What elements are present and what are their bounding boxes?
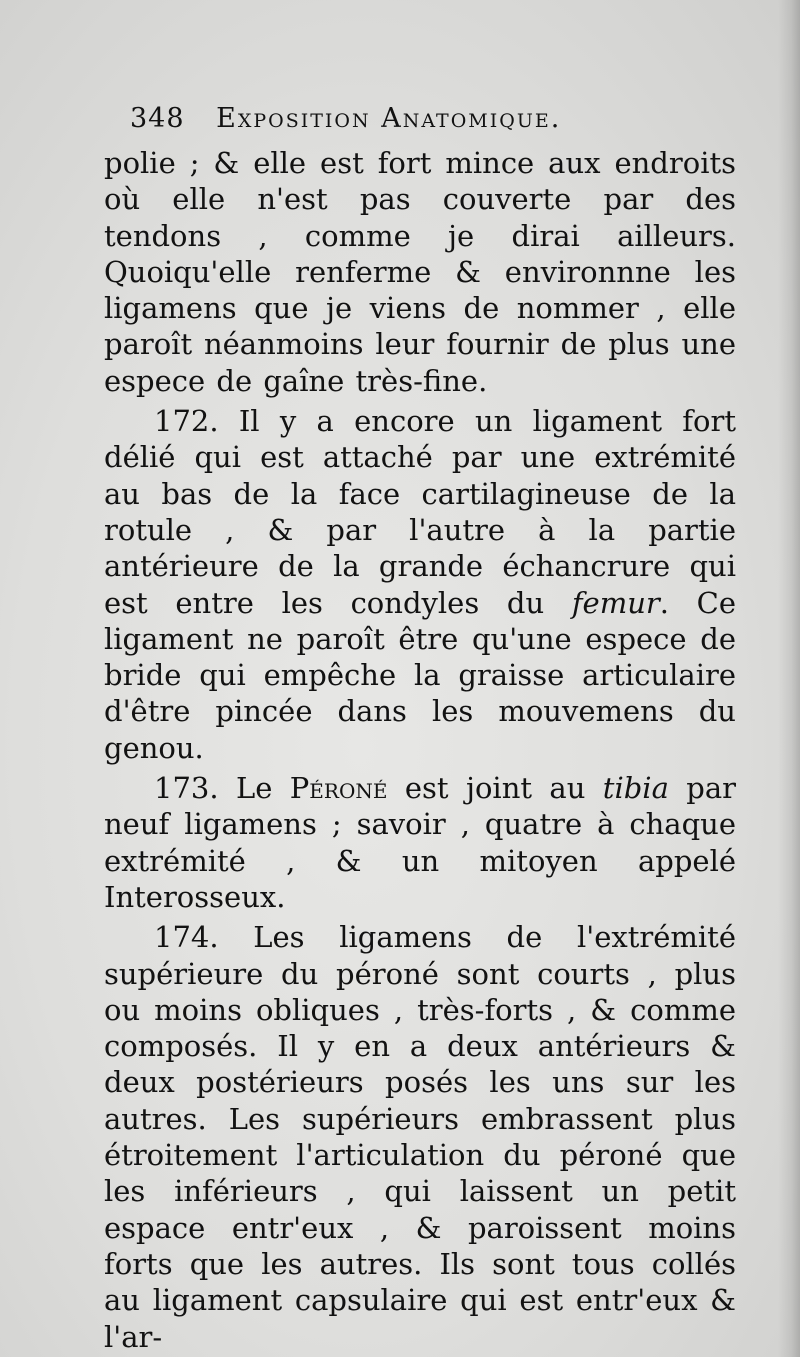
text-segment: 173. Le: [154, 771, 290, 806]
text-segment: est joint au: [387, 771, 603, 806]
running-head: [130, 103, 650, 143]
text-segment: 174. Les ligamens de l'extrémité supérieure du péroné sont courts , plus ou moins obliques , très-forts , & comme composés. Il y en a deux antérieurs & deux postérieurs posés les uns sur les autres. Les supérieurs embrassent plus étroitement l'articulation du péroné que les inférieurs , qui laissent un petit espace entr'eux , & paroissent moins forts que les autres. Ils sont tous collés au ligament capsulaire qui est entr'eux & l'ar-: [104, 920, 736, 1354]
running-title: Exposition Anatomique.: [216, 103, 562, 134]
paragraph-172: [104, 403, 736, 766]
paragraph-173: [104, 770, 736, 915]
paragraph-174: [104, 919, 736, 1355]
small-caps-term-perone: Péroné: [289, 771, 388, 806]
body-text: [104, 145, 736, 1355]
text-segment: polie ; & elle est fort mince aux endroits où elle n'est pas couverte par des tendons , comme je dirai ailleurs. Quoiqu'elle renferme & environnne les ligamens que je viens de nommer , elle paroît néanmoins leur fournir de plus une espece de gaîne très-fine.: [104, 146, 736, 398]
text-segment: . Ce ligament ne paroît être qu'une espece de bride qui empêche la graisse articulaire d'être pincée dans les mouvemens du genou.: [104, 585, 736, 765]
page-edge-shadow: [778, 0, 800, 1357]
italic-term-tibia: tibia: [602, 771, 669, 806]
page-number: 348: [130, 103, 185, 134]
text-segment: 172. Il y a encore un ligament fort délié qui est attaché par une extrémité au bas de la face cartilagineuse de la rotule , & par l'autre à la partie antérieure de la grande échancrure qui est entre les condyles du: [104, 404, 736, 620]
paragraph-continuation: [104, 145, 736, 399]
italic-term-femur: femur: [571, 585, 660, 620]
text-segment: par neuf ligamens ; savoir , quatre à chaque extrémité , & un mitoyen appelé Interosseux.: [104, 771, 736, 914]
